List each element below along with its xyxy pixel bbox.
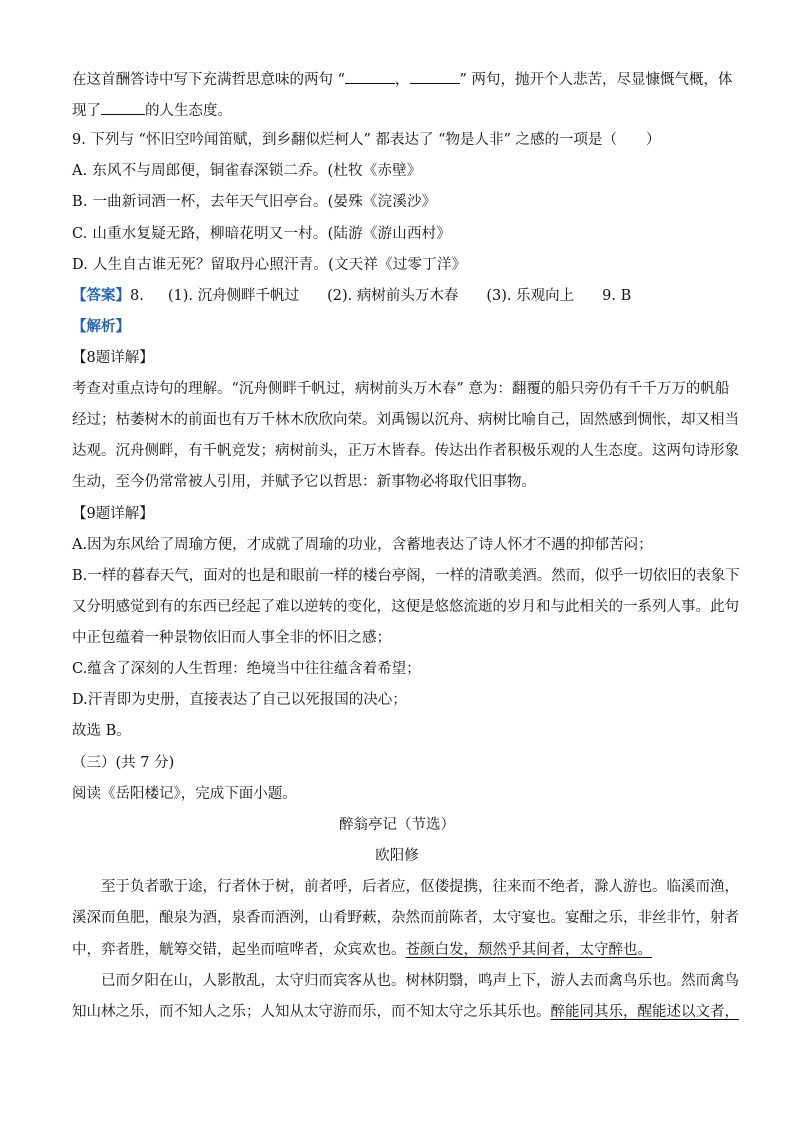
underlined-sentence: 醉能同其乐，醒能述以文者， [550, 1004, 739, 1020]
q9-conclusion: 故选 B。 [72, 723, 131, 739]
answer-item: 9. B [602, 288, 632, 304]
passage-text: 知山林之乐，而不知人之乐；人知从太守游而乐，而不知太守之乐其乐也。 [72, 1004, 551, 1020]
section-heading: （三）(共 7 分) [72, 755, 175, 771]
passage-line [72, 940, 722, 960]
q9-detail-line: 又分明感觉到有的东西已经起了难以逆转的变化，这便是悠悠流逝的岁月和与此相关的一系列人事。此句 [72, 599, 739, 615]
answer-label: 【答案】 [72, 287, 130, 304]
underlined-sentence: 苍颜白发，颓然乎其间者，太守醉也。 [405, 942, 652, 958]
q8-text: 的人生态度。 [145, 103, 232, 119]
answer-item: (2). 病树前头万木春 [327, 288, 459, 304]
section-instruction: 阅读《岳阳楼记》，完成下面小题。 [72, 786, 297, 802]
q9-detail-line: D.汗青即为史册，直接表达了自己以死报国的决心； [72, 692, 407, 708]
q9-option-c: C. 山重水复疑无路，柳暗花明又一村。(陆游《游山西村》 [72, 226, 452, 242]
q8-text: ” 两句，抛开个人悲苦，尽显慷慨气概，体 [459, 72, 733, 88]
q9-option-a: A. 东风不与周郎便，铜雀春深锁二乔。(杜牧《赤壁》 [72, 163, 422, 179]
passage-line: 溪深而鱼肥，酿泉为酒，泉香而酒洌，山肴野蔌，杂然而前陈者，太守宴也。宴酣之乐，非丝非竹，射者 [72, 910, 739, 926]
q9-detail-line: B.一样的暮春天气，面对的也是和眼前一样的楼台亭阁，一样的清歌美酒。然而，似乎一切依旧的表象下 [72, 568, 740, 584]
q9-stem: 9. 下列与 “怀旧空吟闻笛赋，到乡翻似烂柯人” 都表达了 “物是人非” 之感的一项是（ ） [72, 132, 661, 148]
q8-detail-heading: 【8题详解】 [72, 350, 154, 366]
q8-separator: ， [395, 72, 410, 88]
answer-item: (3). 乐观向上 [486, 288, 575, 304]
q9-option-d: D. 人生自古谁无死？留取丹心照汗青。(文天祥《过零丁洋》 [72, 257, 467, 273]
q8-detail-line: 生动，至今仍常常被人引用，并赋予它以哲思：新事物必将取代旧事物。 [72, 474, 536, 490]
passage-title: 醉翁亭记（节选） [339, 817, 455, 833]
analysis-label: 【解析】 [72, 318, 130, 335]
answer-blank[interactable] [410, 68, 460, 84]
passage-line [72, 1002, 739, 1022]
answer-number: 8. [130, 288, 144, 304]
q8-detail-line: 达观。沉舟侧畔，有千帆竞发；病树前头，正万木皆春。传达出作者积极乐观的人生态度。这两句诗形象 [72, 443, 739, 459]
answer-line [72, 286, 722, 306]
q8-text: 在这首酬答诗中写下充满哲思意味的两句 “ [72, 72, 346, 88]
passage-author: 欧阳修 [375, 848, 419, 864]
q9-detail-line: A.因为东风给了周瑜方便，才成就了周瑜的功业，含蓄地表达了诗人怀才不遇的抑郁苦闷； [72, 537, 653, 553]
q8-detail-line: 考查对重点诗句的理解。“沉舟侧畔千帆过，病树前头万木春” 意为：翻覆的船只旁仍有千千万万的帆船 [72, 381, 730, 397]
answer-blank[interactable] [101, 99, 145, 115]
passage-line: 已而夕阳在山，人影散乱，太守归而宾客从也。树林阴翳，鸣声上下，游人去而禽鸟乐也。然而禽鸟 [101, 973, 739, 989]
passage-text: 中，弈者胜，觥筹交错，起坐而喧哗者，众宾欢也。 [72, 942, 406, 958]
q8-detail-line: 经过；枯萎树木的前面也有万千林木欣欣向荣。刘禹锡以沉舟、病树比喻自己，固然感到惆怅，却又相当 [72, 412, 739, 428]
q9-detail-heading: 【9题详解】 [72, 506, 154, 522]
answer-item: (1). 沉舟侧畔千帆过 [167, 288, 300, 304]
q9-option-b: B. 一曲新词酒一杯，去年天气旧亭台。(晏殊《浣溪沙》 [72, 194, 437, 210]
q8-line-1 [72, 68, 733, 90]
passage-line: 至于负者歌于途，行者休于树，前者呼，后者应，伛偻提携，往来而不绝者，滁人游也。临溪而渔， [101, 879, 739, 895]
q9-detail-line: C.蕴含了深刻的人生哲理：绝境当中往往蕴含着希望； [72, 661, 421, 677]
q8-line-2 [72, 99, 722, 121]
q8-text: 现了 [72, 103, 101, 119]
answer-blank[interactable] [345, 68, 395, 84]
q9-detail-line: 中正包蕴着一种景物依旧而人事全非的怀旧之感； [72, 630, 391, 646]
